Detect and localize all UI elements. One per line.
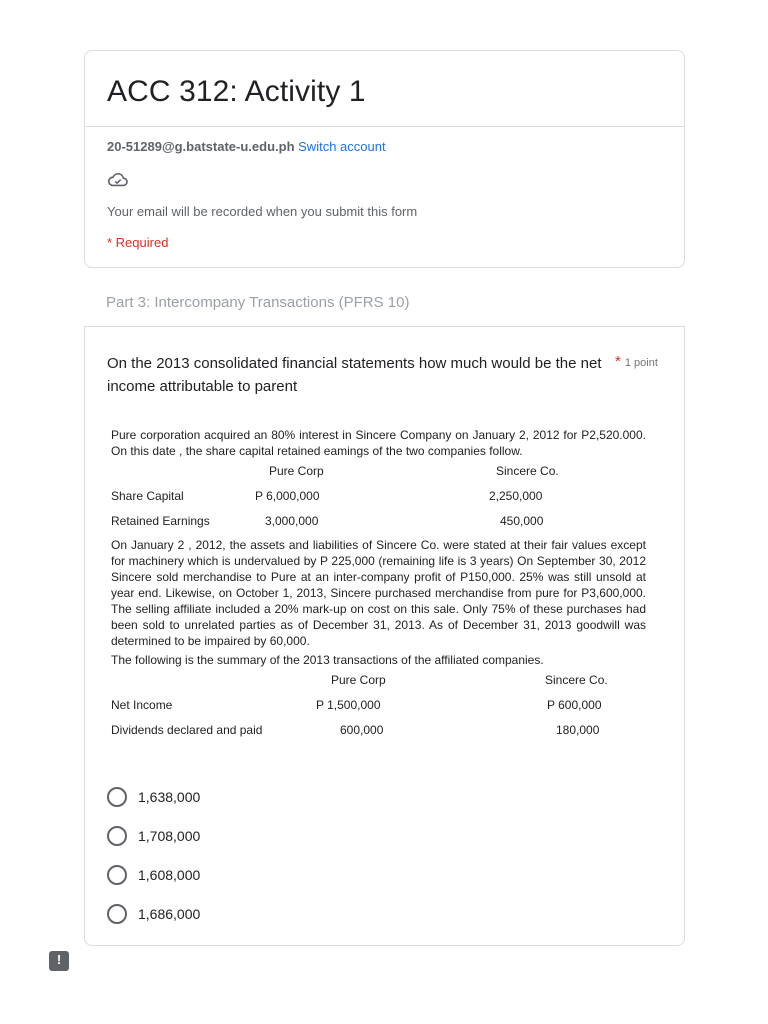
- table2-cell: Dividends declared and paid: [111, 723, 263, 737]
- account-email: 20-51289@g.batstate-u.edu.ph: [107, 139, 295, 154]
- table2-cell: 600,000: [340, 723, 384, 737]
- option-1708000[interactable]: [107, 816, 200, 855]
- table1-cell: P 6,000,000: [255, 489, 320, 503]
- required-notice: * Required: [107, 235, 169, 250]
- section-title: Part 3: Intercompany Transactions (PFRS 10): [106, 294, 410, 311]
- report-problem-icon[interactable]: !: [49, 951, 69, 971]
- email-notice: Your email will be recorded when you submit this form: [107, 204, 418, 219]
- table2-row: [111, 693, 646, 718]
- option-1686000[interactable]: [107, 894, 200, 933]
- table2-cell: Net Income: [111, 698, 173, 712]
- option-1638000[interactable]: [107, 777, 200, 816]
- table1-header-pure: Pure Corp: [269, 464, 324, 478]
- option-label: 1,608,000: [138, 866, 201, 883]
- table1-header-row: [111, 459, 646, 484]
- table2-header-sincere: Sincere Co.: [545, 673, 608, 687]
- table1-cell: Share Capital: [111, 489, 184, 503]
- option-label: 1,638,000: [138, 788, 201, 805]
- radio-button[interactable]: [107, 865, 127, 885]
- required-asterisk: *: [615, 353, 621, 370]
- form-title-area: [85, 51, 684, 127]
- table1-cell: 2,250,000: [489, 489, 543, 503]
- question-title: On the 2013 consolidated financial statements how much would be the net income attributable to parent: [107, 355, 602, 395]
- table2-row: [111, 718, 646, 743]
- question-card: [84, 326, 685, 946]
- table1-cell: 450,000: [500, 514, 544, 528]
- problem-image: [111, 427, 646, 743]
- radio-button[interactable]: [107, 904, 127, 924]
- option-label: 1,686,000: [138, 905, 201, 922]
- table2-cell: P 600,000: [547, 698, 602, 712]
- account-row: [107, 139, 386, 154]
- question-meta: [615, 353, 658, 370]
- cloud-saved-icon: [107, 171, 129, 189]
- radio-button[interactable]: [107, 826, 127, 846]
- answer-options: [107, 777, 200, 933]
- form-header-card: [84, 50, 685, 268]
- problem-intro: Pure corporation acquired an 80% interest in Sincere Company on January 2, 2012 for P2,520.000. On this date , the share capital retained eamings of the two companies follow.: [111, 428, 646, 458]
- table2-header-pure: Pure Corp: [331, 673, 386, 687]
- table1-cell: 3,000,000: [265, 514, 319, 528]
- option-1608000[interactable]: [107, 855, 200, 894]
- form-title: ACC 312: Activity 1: [107, 75, 366, 108]
- problem-body: On January 2 , 2012, the assets and liabilities of Sincere Co. were stated at their fair values except for machinery which is undervalued by P 225,000 (remaining life is 3 years) On September 30, 2012 Sincere sold merchandise to Pure at an inter-company profit of P150,000. 25% was still unsold at year end. Likewise, on October 1, 2013, Sincere purchased merchandise from pure for P3,600,000. The selling affiliate included a 20% mark-up on cost on this sale. Only 75% of these purchases had been sold to unrelated parties as of December 31, 2013. As of December 31, 2013 goodwill was determined to be impaired by 60,000.: [111, 538, 646, 648]
- summary-intro: The following is the summary of the 2013 transactions of the affiliated companies.: [111, 653, 544, 667]
- table1-header-sincere: Sincere Co.: [496, 464, 559, 478]
- table2-header-row: [111, 668, 646, 693]
- question-points: 1 point: [624, 357, 658, 369]
- table1-row: [111, 509, 646, 534]
- switch-account-link[interactable]: Switch account: [298, 139, 386, 154]
- table1-cell: Retained Earnings: [111, 514, 210, 528]
- option-label: 1,708,000: [138, 827, 201, 844]
- table2-cell: 180,000: [556, 723, 600, 737]
- radio-button[interactable]: [107, 787, 127, 807]
- table1-row: [111, 484, 646, 509]
- table2-cell: P 1,500,000: [316, 698, 381, 712]
